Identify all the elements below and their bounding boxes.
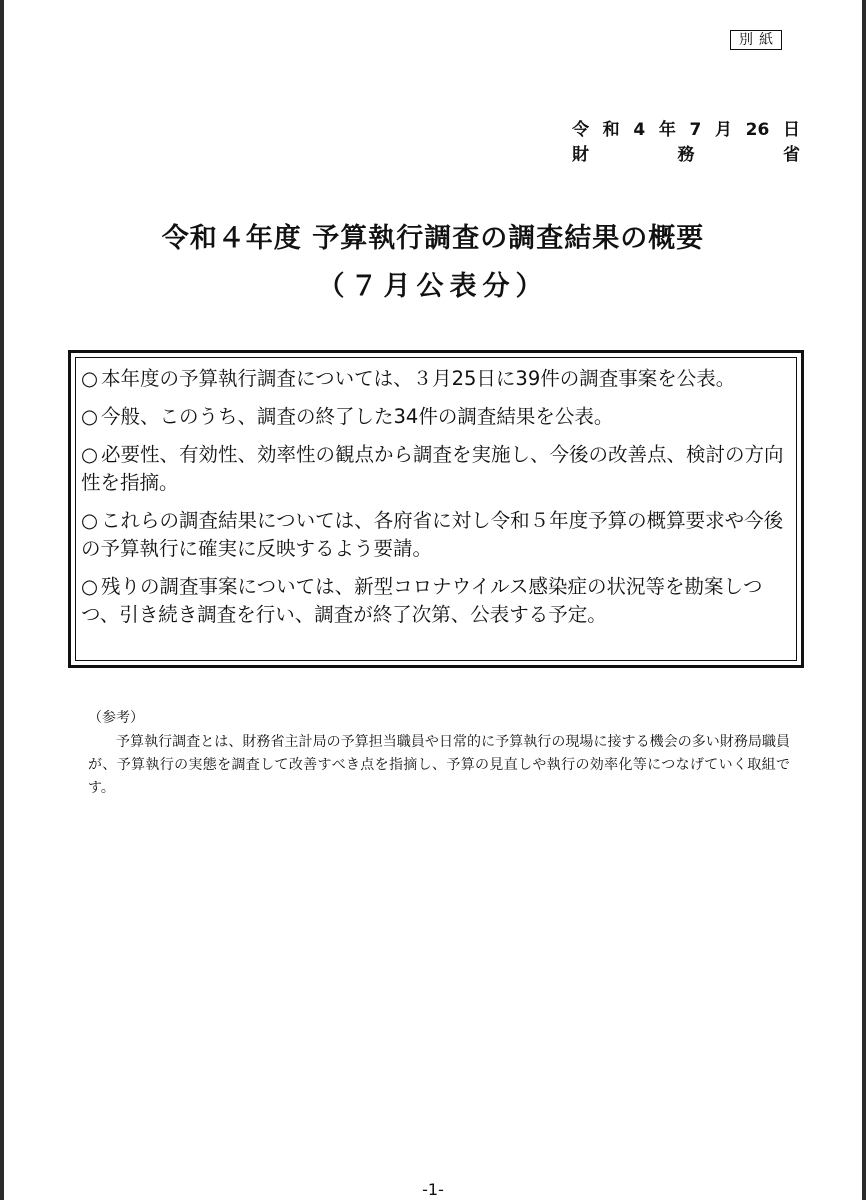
circle-bullet-icon: ○ (81, 405, 99, 428)
summary-item-text: これらの調査結果については、各府省に対し令和５年度予算の概算要求や今後の予算執行に確実に反映するよう要請。 (81, 509, 784, 560)
date-issuer-block (572, 118, 800, 168)
date-token: 令 (572, 120, 589, 140)
issuer-token: 財 (572, 145, 589, 165)
circle-bullet-icon: ○ (81, 575, 99, 598)
circle-bullet-icon: ○ (81, 443, 99, 466)
summary-item-text: 残りの調査事案については、新型コロナウイルス感染症の状況等を勘案しつつ、引き続き調査を行い、調査が終了次第、公表する予定。 (81, 575, 763, 626)
attachment-label: 別紙 (730, 30, 782, 50)
page-number: -1- (422, 1180, 444, 1199)
circle-bullet-icon: ○ (81, 509, 99, 532)
summary-box (68, 350, 804, 668)
date-token: 年 (658, 120, 676, 140)
date-token: 月 (714, 120, 732, 140)
summary-item (81, 365, 793, 393)
page-edge-right (862, 0, 866, 1200)
issuer-line (572, 143, 800, 168)
reference-heading: （参考） (88, 710, 144, 726)
summary-item (81, 441, 793, 497)
summary-item-text: 本年度の予算執行調査については、３月25日に39件の調査事案を公表。 (101, 367, 736, 390)
date-token: 26 (745, 120, 770, 140)
circle-bullet-icon: ○ (81, 367, 99, 390)
summary-item (81, 403, 793, 431)
date-token: 和 (602, 120, 620, 140)
date-token: 7 (689, 120, 702, 140)
document-title: 令和４年度 予算執行調査の調査結果の概要 (161, 223, 705, 254)
summary-item (81, 507, 793, 563)
summary-item-text: 必要性、有効性、効率性の観点から調査を実施し、今後の改善点、検討の方向性を指摘。 (81, 443, 784, 494)
date-token: 4 (633, 120, 646, 140)
summary-item-text: 今般、このうち、調査の終了した34件の調査結果を公表。 (101, 405, 614, 428)
date-token: 日 (782, 120, 800, 140)
summary-list (81, 365, 793, 639)
summary-item (81, 573, 793, 629)
issuer-token: 務 (677, 145, 695, 165)
date-line (572, 118, 800, 143)
issuer-token: 省 (783, 145, 800, 165)
reference-body: 予算執行調査とは、財務省主計局の予算担当職員や日常的に予算執行の現場に接する機会の多い財務局職員が、予算執行の実態を調査して改善すべき点を指摘し、予算の見直しや執行の効率化等につなげていく取組です。 (88, 734, 790, 796)
document-subtitle: （７月公表分） (317, 271, 549, 302)
page-edge-left (0, 0, 4, 1200)
